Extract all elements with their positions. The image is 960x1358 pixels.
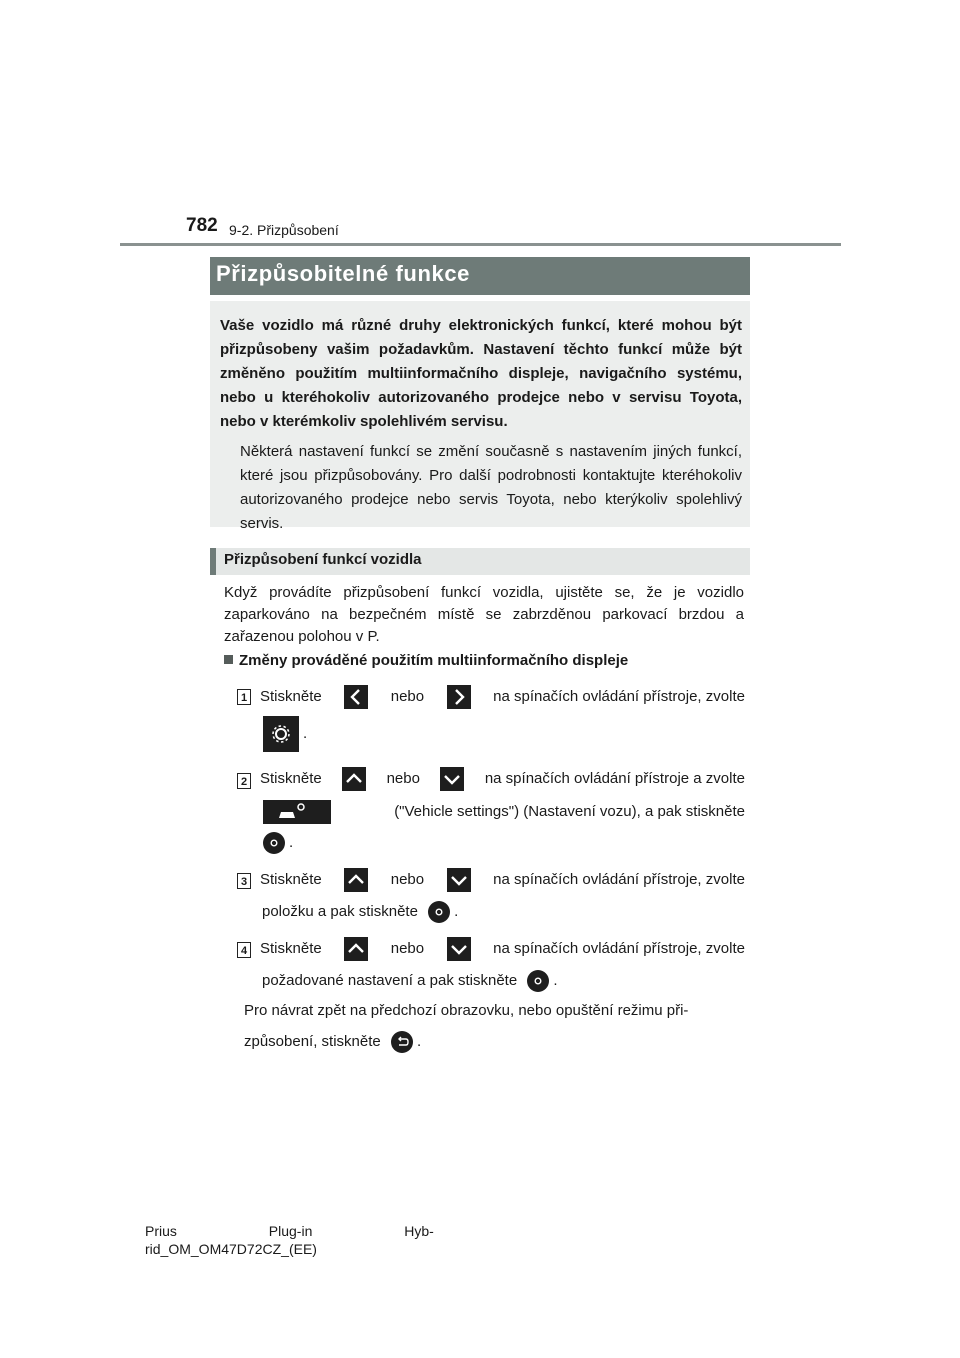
step-2-line-3 [263, 832, 293, 854]
step-text: nebo [390, 871, 425, 888]
chevron-down-icon [447, 868, 471, 892]
step-text: na spínačích ovládání přístroje, zvolte [493, 688, 745, 705]
step-text: Stiskněte [260, 940, 322, 957]
step-1-line [260, 685, 745, 709]
step-text: ("Vehicle settings") (Nastavení vozu), a pak stiskněte [394, 803, 745, 820]
bullet-square-icon [224, 655, 233, 664]
step-text: položku a pak stiskněte [262, 902, 418, 920]
step-text: . [289, 833, 294, 851]
chevron-down-icon [447, 937, 471, 961]
page-number: 782 [186, 215, 218, 236]
step-2-line-2 [263, 800, 745, 824]
step-text: nebo [390, 688, 425, 705]
step-text: na spínačích ovládání přístroje, zvolte [493, 940, 745, 957]
subheading-accent [210, 548, 216, 575]
chevron-up-icon [342, 767, 366, 791]
step-2-line [260, 767, 745, 791]
return-note-line-1: Pro návrat zpět na předchozí obrazovku, nebo opuštění režimu při- [244, 1002, 689, 1019]
intro-note: Některá nastavení funkcí se změní současně s nastavením jiných funkcí, které jsou přizpůsobovány. Pro další podrobnosti kontaktujte kteréhokoliv autorizovaného prodejce nebo servis Toyota, nebo kterýkoliv spolehlivý servis. [240, 443, 742, 532]
intro-text: Vaše vozidlo má různé druhy elektronických funkcí, které mohou být přizpůsobeny vašim požadavkům. Nastavení těchto funkcí může být změněno použitím multiinformačního displeje, navigačního systému, nebo u kteréhokoliv autorizovaného prodejce nebo v servisu Toyota, nebo v kterémkoliv spolehlivém servisu. [220, 317, 742, 430]
section-title: 9-2. Přizpůsobení [229, 222, 339, 238]
step-number: 2 [237, 773, 251, 789]
step-text: Stiskněte [260, 688, 322, 705]
step-text: Stiskněte [260, 770, 322, 787]
step-number: 3 [237, 873, 251, 889]
step-text: . [416, 1032, 422, 1050]
step-text: . [454, 902, 459, 920]
bullet-heading [224, 652, 628, 669]
chevron-up-icon [344, 937, 368, 961]
step-text: Stiskněte [260, 871, 322, 888]
step-text: na spínačích ovládání přístroje a zvolte [484, 770, 745, 787]
ok-button-icon [263, 832, 285, 854]
back-arrow-icon [391, 1031, 413, 1053]
chevron-down-icon [440, 767, 464, 791]
step-4-line-2 [262, 970, 558, 992]
step-3-line [260, 868, 745, 892]
step-1-line-2 [263, 716, 307, 752]
ok-button-icon [527, 970, 549, 992]
step-number: 4 [237, 942, 251, 958]
intro-box [210, 301, 750, 532]
ok-button-icon [428, 901, 450, 923]
subheading: Přizpůsobení funkcí vozidla [210, 548, 750, 575]
step-text: na spínačích ovládání přístroje, zvolte [493, 871, 745, 888]
gear-icon [263, 716, 299, 752]
step-text: požadované nastavení a pak stiskněte [262, 971, 518, 989]
step-text: způsobení, stiskněte [244, 1032, 381, 1050]
chevron-right-icon [447, 685, 471, 709]
step-number: 1 [237, 689, 251, 705]
footer [145, 1222, 434, 1258]
page-title: Přizpůsobitelné funkce [210, 257, 750, 295]
footer-line-2: rid_OM_OM47D72CZ_(EE) [145, 1241, 317, 1257]
bullet-text: Změny prováděné použitím multiinformačního displeje [239, 652, 629, 669]
step-3-line-2 [262, 901, 458, 923]
step-4-line [260, 937, 745, 961]
header-rule [120, 243, 841, 246]
car-settings-icon [263, 800, 331, 824]
step-text: . [553, 971, 558, 989]
return-note-line-2 [244, 1031, 421, 1053]
footer-line-1: Prius Plug-in Hyb- [145, 1223, 434, 1239]
step-text: nebo [386, 770, 420, 787]
step-text: nebo [390, 940, 425, 957]
paragraph: Když provádíte přizpůsobení funkcí vozidla, ujistěte se, že je vozidlo zaparkováno na bezpečném místě se zabrzděnou parkovací brzdou a zařazenou polohou v P. [224, 584, 744, 645]
chevron-left-icon [344, 685, 368, 709]
step-text: . [303, 724, 308, 742]
chevron-up-icon [344, 868, 368, 892]
